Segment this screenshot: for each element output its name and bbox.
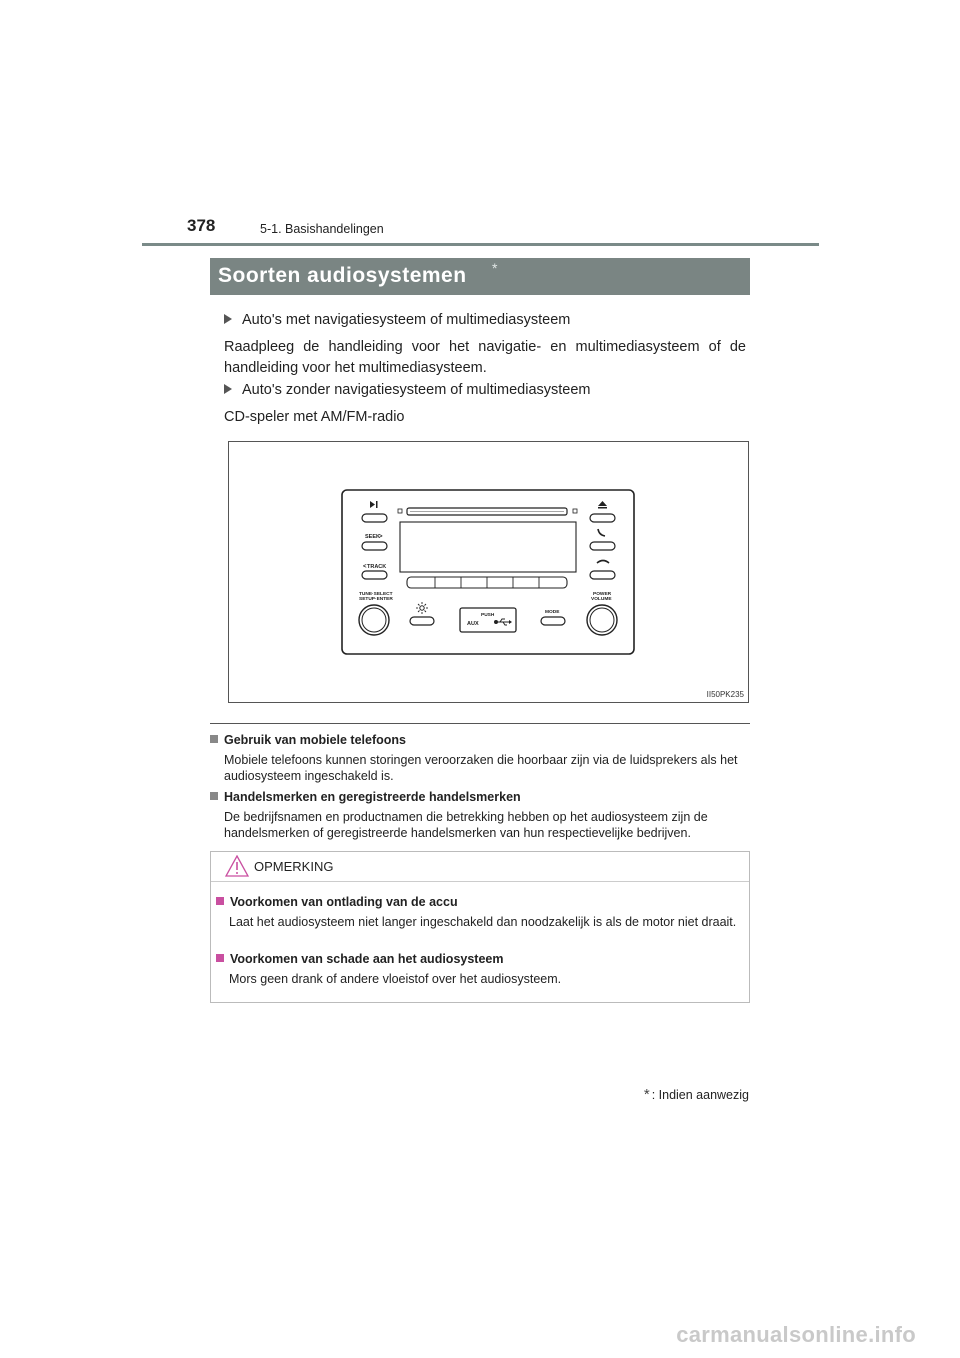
audio-unit-figure: [228, 441, 749, 703]
notice-heading-text: Voorkomen van ontlading van de accu: [230, 895, 458, 909]
notice-box: [210, 851, 750, 1003]
setup-enter-label: SETUP·ENTER: [359, 597, 393, 602]
note-body-trademarks: De bedrijfsnamen en productnamen die betrekking hebben op het audiosysteem zijn de handelsmerken of geregistreerde handelsmerken van hun respectievelijke bedrijven.: [224, 810, 708, 840]
power-label: POWER: [593, 592, 612, 597]
footnote-asterisk: *: [643, 1086, 650, 1103]
title-asterisk: *: [492, 260, 498, 276]
bullet-text: Auto's met navigatiesysteem of multimediasysteem: [242, 312, 571, 328]
section-reference: 5-1. Basishandelingen: [260, 222, 384, 236]
note-heading-text: Gebruik van mobiele telefoons: [224, 733, 406, 747]
section-title: Soorten audiosystemen: [218, 264, 467, 287]
triangle-bullet-icon: [224, 384, 232, 394]
notice-header-divider: [211, 881, 749, 882]
square-bullet-icon: [216, 897, 224, 905]
notice-heading-text: Voorkomen van schade aan het audiosysteem: [230, 952, 504, 966]
footnote: [644, 1086, 749, 1103]
figure-code: II50PK235: [706, 690, 744, 699]
footnote-text: : Indien aanwezig: [651, 1088, 749, 1102]
svg-text:>: >: [379, 534, 383, 540]
note-heading-trademarks: [210, 790, 521, 804]
track-label: TRACK: [367, 564, 387, 570]
volume-label: VOLUME: [591, 597, 612, 602]
notice-body-battery: Laat het audiosysteem niet langer ingeschakeld dan noodzakelijk is als de motor niet draait.: [229, 915, 737, 929]
push-label: PUSH: [481, 613, 495, 618]
aux-label: AUX: [467, 621, 479, 627]
warning-triangle-icon: [225, 855, 249, 877]
bullet-with-navigation: [224, 312, 570, 328]
bullet-without-navigation: [224, 382, 591, 398]
square-bullet-icon: [216, 954, 224, 962]
bullet-text: Auto's zonder navigatiesysteem of multimediasysteem: [242, 382, 591, 398]
square-bullet-icon: [210, 735, 218, 743]
mode-label: MODE: [545, 610, 560, 615]
svg-text:<: <: [363, 564, 367, 570]
note-body-mobile-phones: Mobiele telefoons kunnen storingen veroorzaken die hoorbaar zijn via de luidsprekers als het audiosysteem ingeschakeld is.: [224, 753, 738, 783]
page-number: 378: [187, 216, 216, 235]
notice-body-damage: Mors geen drank of andere vloeistof over het audiosysteem.: [229, 972, 562, 986]
notes-divider: [210, 723, 750, 724]
note-heading-text: Handelsmerken en geregistreerde handelsmerken: [224, 790, 521, 804]
audio-unit-illustration: [229, 442, 748, 702]
notice-heading-damage: [216, 952, 503, 966]
tune-select-label: TUNE·SELECT: [359, 592, 393, 597]
triangle-bullet-icon: [224, 314, 232, 324]
header-divider: [142, 243, 819, 246]
square-bullet-icon: [210, 792, 218, 800]
notice-title: OPMERKING: [254, 859, 334, 874]
note-heading-mobile-phones: [210, 733, 406, 747]
notice-heading-battery: [216, 895, 458, 909]
paragraph-navigation: Raadpleeg de handleiding voor het navigatie- en multimediasysteem of de handleiding voor het multimediasysteem.: [224, 339, 746, 376]
seek-label: SEEK: [365, 534, 380, 540]
watermark: carmanualsonline.info: [676, 1322, 916, 1347]
section-title-bar: [210, 258, 750, 295]
paragraph-cd-player: CD-speler met AM/FM-radio: [224, 409, 405, 425]
